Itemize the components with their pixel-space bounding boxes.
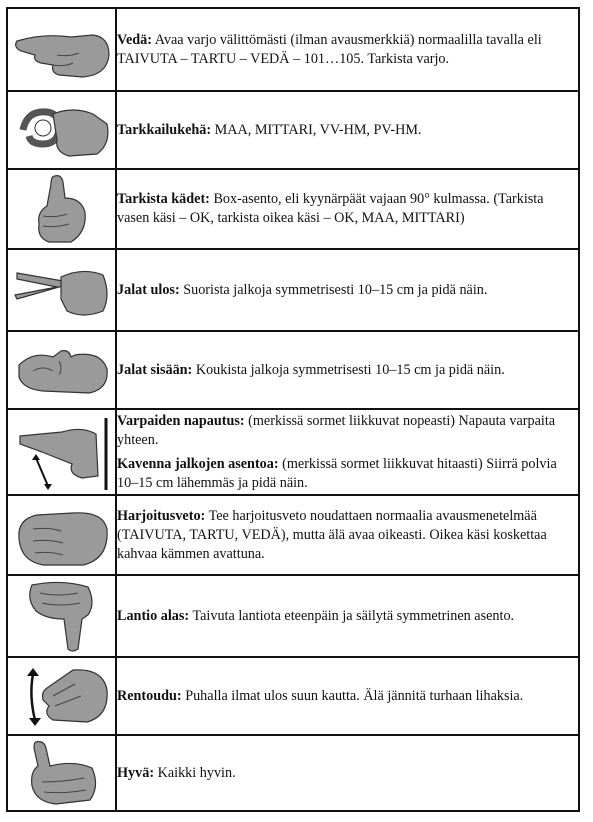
image-cell bbox=[7, 657, 116, 735]
signal-description: Suorista jalkoja symmetrisesti 10–15 cm ja pidä näin. bbox=[183, 281, 488, 298]
image-cell bbox=[7, 8, 116, 91]
table-row bbox=[7, 91, 579, 169]
table-row bbox=[7, 169, 579, 249]
table-row bbox=[7, 495, 579, 575]
text-cell bbox=[116, 735, 579, 811]
image-cell bbox=[7, 495, 116, 575]
hand-fingers-bent-icon bbox=[13, 341, 111, 399]
table-row bbox=[7, 735, 579, 811]
signal-term: Rentoudu: bbox=[117, 687, 182, 704]
table-row bbox=[7, 657, 579, 735]
hand-thumb-up-fist-icon bbox=[27, 172, 97, 246]
hand-pointing-down-icon bbox=[22, 579, 102, 653]
signal-term: Kavenna jalkojen asentoa: bbox=[117, 455, 279, 472]
image-cell bbox=[7, 331, 116, 409]
text-cell bbox=[116, 91, 579, 169]
signal-term: Jalat ulos: bbox=[117, 281, 180, 298]
image-cell bbox=[7, 249, 116, 331]
text-cell bbox=[116, 8, 579, 91]
text-cell bbox=[116, 409, 579, 495]
signal-term: Lantio alas: bbox=[117, 607, 190, 624]
hand-two-fingers-spread-icon bbox=[13, 259, 111, 321]
image-cell bbox=[7, 409, 116, 495]
signal-term: Vedä: bbox=[117, 31, 152, 48]
hand-signal-table bbox=[6, 7, 580, 812]
table-row bbox=[7, 575, 579, 657]
signal-description: Tee harjoitusveto noudattaen normaalia avausmenetelmää (TAIVUTA, TARTU, VEDÄ), mutta älä avaa oikeasti. Oikea käsi koskettaa kahvaa kämmen avattuna. bbox=[117, 507, 547, 562]
table-row bbox=[7, 409, 579, 495]
signal-description: MAA, MITTARI, VV-HM, PV-HM. bbox=[214, 121, 422, 138]
signal-description: (merkissä sormet liikkuvat hitaasti) Siirrä polvia 10–15 cm lähemmäs ja pidä näin. bbox=[117, 455, 557, 491]
table-row bbox=[7, 249, 579, 331]
signal-term: Jalat sisään: bbox=[117, 361, 193, 378]
hand-ok-circle-icon bbox=[13, 100, 111, 160]
signal-description: Puhalla ilmat ulos suun kautta. Älä jännitä turhaan lihaksia. bbox=[185, 687, 524, 704]
signal-description: Koukista jalkoja symmetrisesti 10–15 cm ja pidä näin. bbox=[195, 361, 505, 378]
table-row bbox=[7, 331, 579, 409]
signal-term: Harjoitusveto: bbox=[117, 507, 206, 524]
hand-finger-tap-arrow-icon bbox=[12, 412, 112, 492]
signal-term: Hyvä: bbox=[117, 764, 155, 781]
text-cell bbox=[116, 495, 579, 575]
signal-sheet bbox=[6, 7, 580, 810]
text-cell bbox=[116, 249, 579, 331]
signal-description: Avaa varjo välittömästi (ilman avausmerkkiä) normaalilla tavalla eli TAIVUTA – TARTU – VEDÄ – 101…105. Tarkista varjo. bbox=[117, 31, 542, 67]
text-cell bbox=[116, 657, 579, 735]
text-cell bbox=[116, 331, 579, 409]
signal-term: Varpaiden napautus: bbox=[117, 412, 245, 429]
signal-term: Tarkkailukehä: bbox=[117, 121, 212, 138]
text-cell bbox=[116, 575, 579, 657]
signal-description: (merkissä sormet liikkuvat nopeasti) Napauta varpaita yhteen. bbox=[117, 412, 556, 448]
hand-thumbs-up-icon bbox=[22, 738, 102, 808]
signal-description: Taivuta lantiota eteenpäin ja säilytä symmetrinen asento. bbox=[192, 607, 515, 624]
image-cell bbox=[7, 91, 116, 169]
image-cell bbox=[7, 169, 116, 249]
signal-term: Tarkista kädet: bbox=[117, 191, 210, 207]
hand-pointing-index-finger-icon bbox=[13, 19, 111, 81]
signal-description: Box-asento, eli kyynärpäät vajaan 90° kulmassa. (Tarkista vasen käsi – OK, tarkista oikea käsi – OK, MAA, MITTARI) bbox=[117, 191, 544, 226]
image-cell bbox=[7, 735, 116, 811]
hand-fist-grip-icon bbox=[13, 499, 111, 571]
hand-open-wave-arrow-icon bbox=[13, 660, 111, 732]
text-cell bbox=[116, 169, 579, 249]
signal-description: Kaikki hyvin. bbox=[157, 764, 236, 781]
table-row bbox=[7, 8, 579, 91]
image-cell bbox=[7, 575, 116, 657]
